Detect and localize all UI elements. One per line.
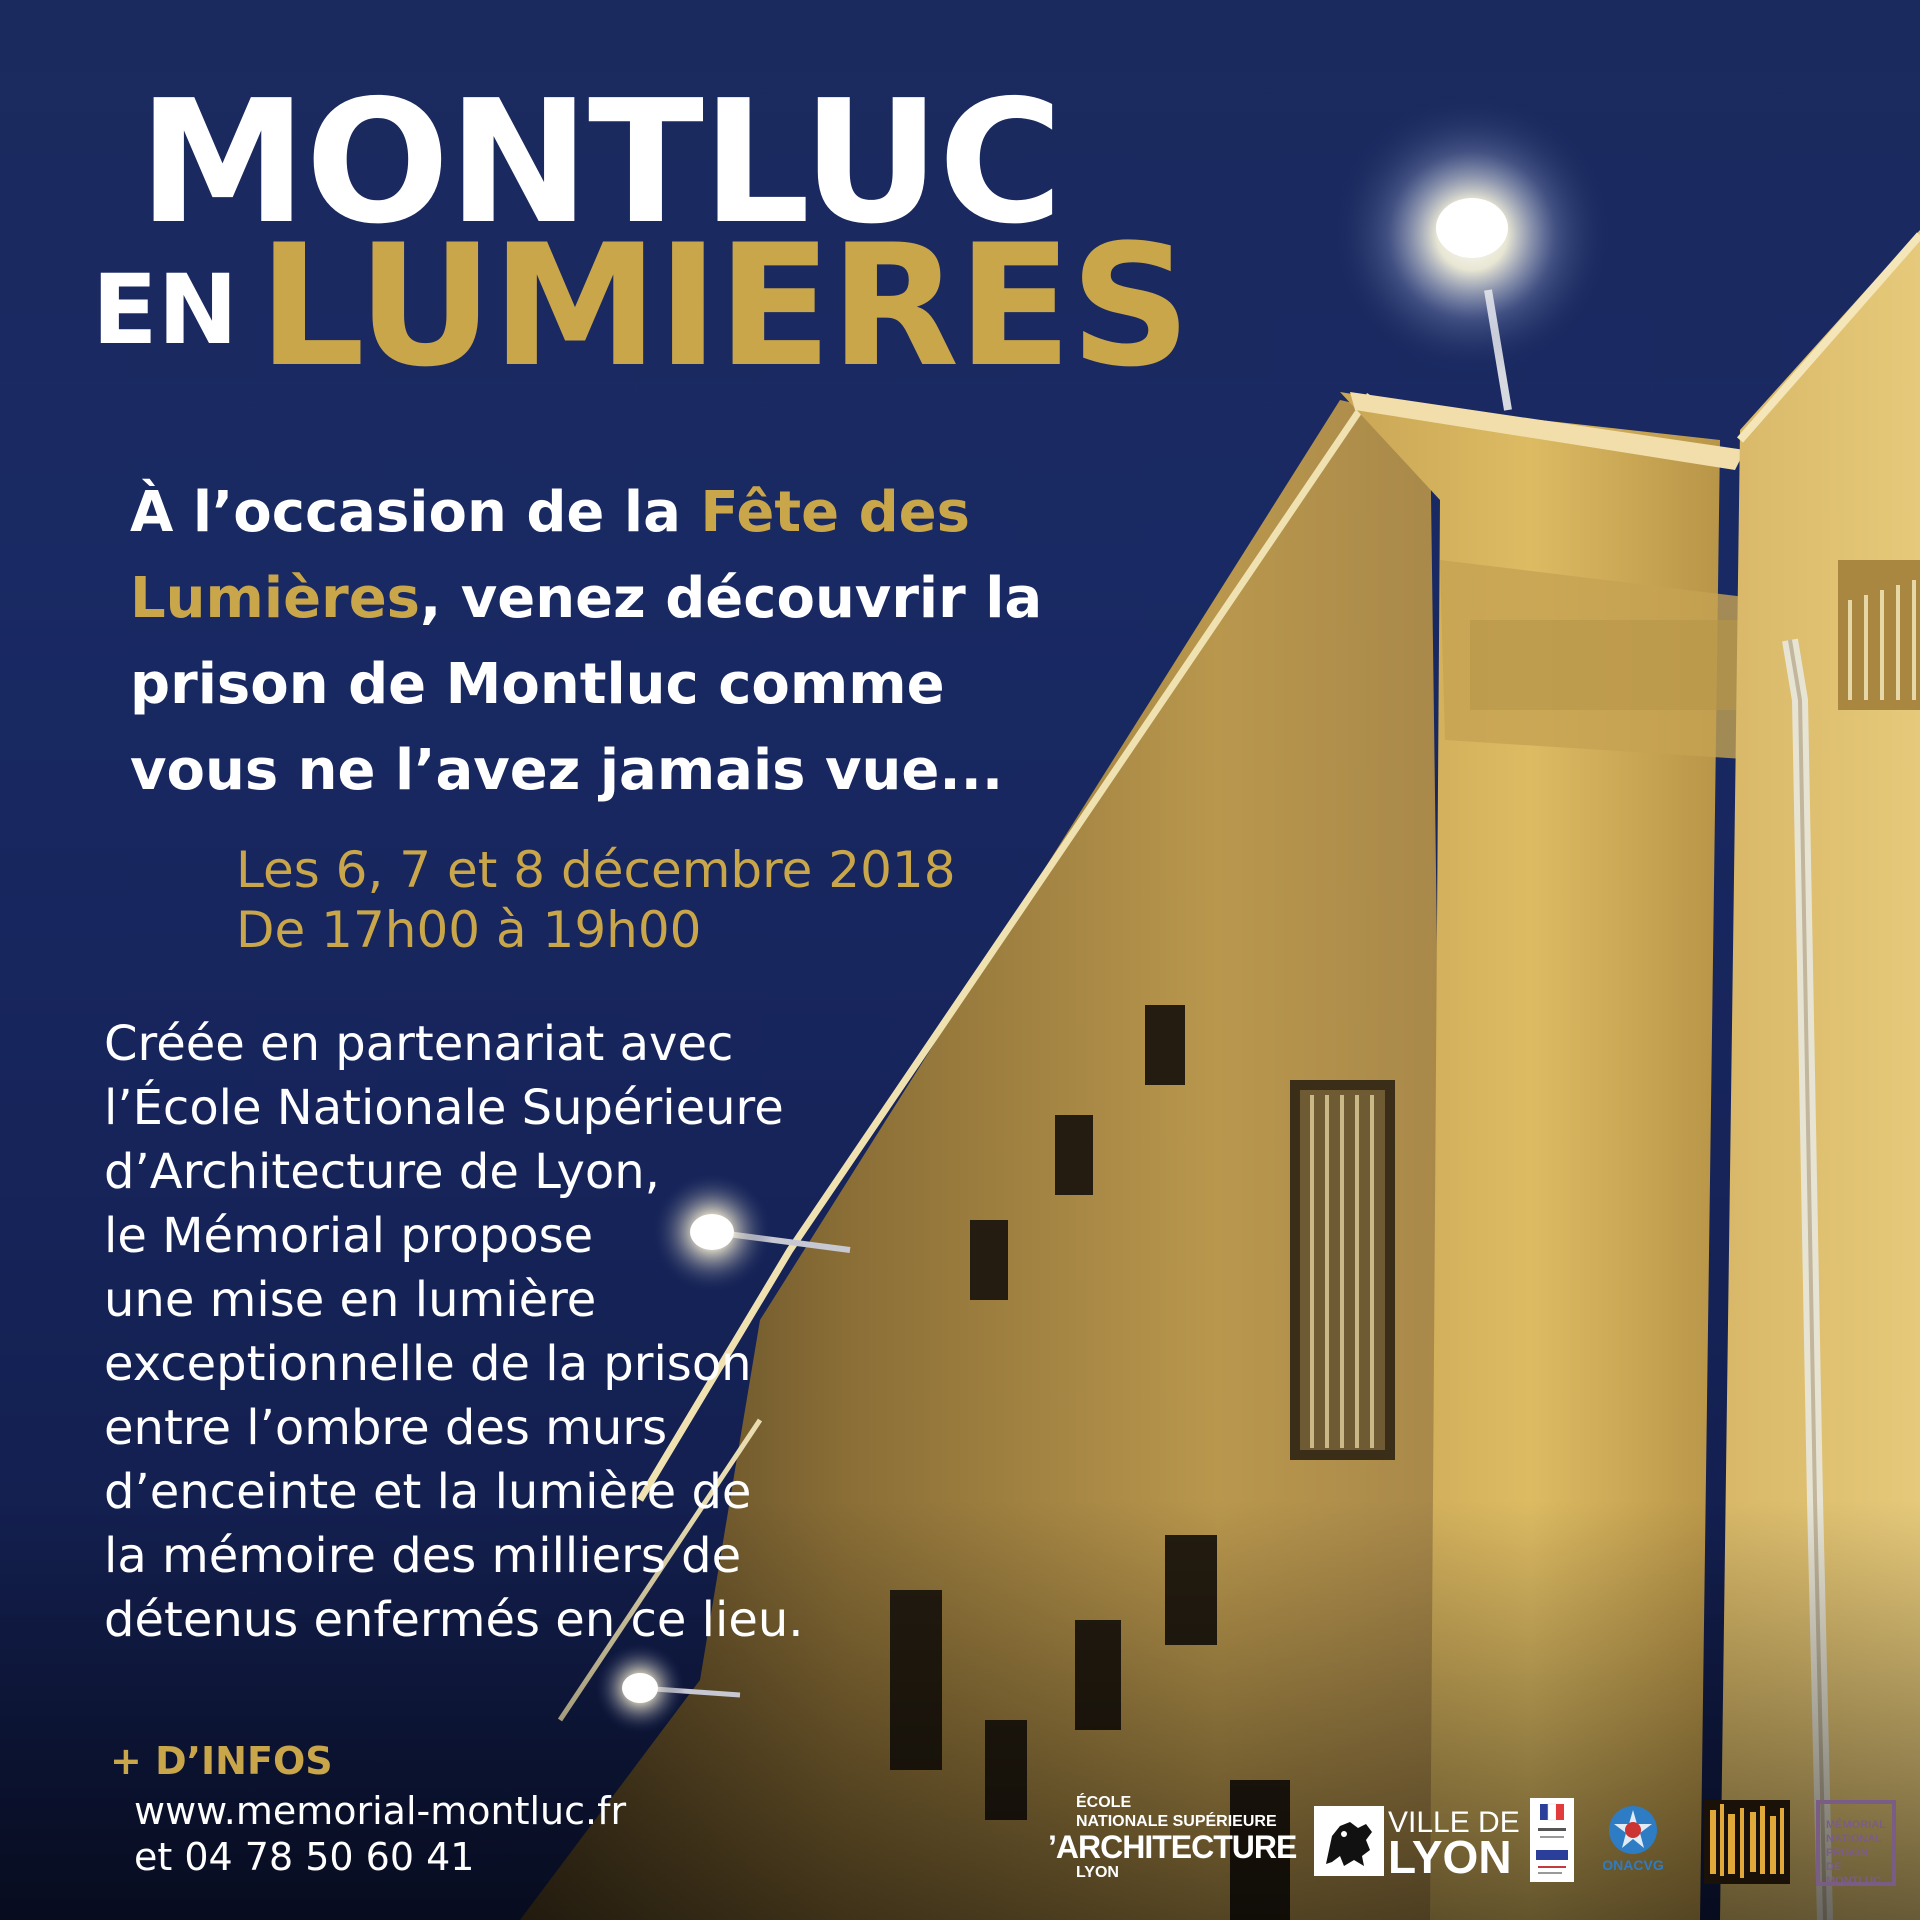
memorial-montluc-logo	[1816, 1800, 1896, 1886]
ensa-line4: LYON	[1076, 1864, 1119, 1881]
ville-de-label: VILLE DE	[1388, 1806, 1520, 1839]
event-hours: De 17h00 à 19h00	[236, 901, 702, 959]
description-line: une mise en lumière	[104, 1272, 597, 1328]
lamp-bulb-lower	[622, 1673, 658, 1703]
lights-logo	[1704, 1800, 1790, 1884]
tower-panel	[1470, 620, 1760, 710]
intro-text-part2: , venez découvrir la prison de Montluc comme vous ne l’avez jamais vue...	[130, 566, 1043, 803]
memorial-line1: MÉMORIAL	[1826, 1819, 1886, 1831]
title-montluc: MONTLUC	[138, 64, 1061, 262]
lamp-bulb-top	[1436, 198, 1508, 258]
intro-text	[130, 470, 1090, 814]
event-days: Les 6, 7 et 8 décembre 2018	[236, 841, 956, 899]
phone-number[interactable]: et 04 78 50 60 41	[134, 1835, 475, 1879]
ensa-line2: NATIONALE SUPÉRIEURE	[1076, 1813, 1277, 1830]
description-line: l’École Nationale Supérieure	[104, 1080, 784, 1136]
ensa-lyon-logo	[1048, 1793, 1296, 1882]
description-line: d’enceinte et la lumière de	[104, 1464, 752, 1520]
intro-text-part1: À l’occasion de la	[130, 480, 701, 545]
memorial-line3: PRISON	[1826, 1847, 1869, 1859]
title-lumieres: LUMIERES	[258, 208, 1190, 404]
ensa-line3: ’ARCHITECTURE	[1048, 1829, 1297, 1865]
description-line: détenus enfermés en ce lieu.	[104, 1592, 804, 1648]
description-line: Créée en partenariat avec	[104, 1016, 734, 1072]
description-line: le Mémorial propose	[104, 1208, 594, 1264]
description-line: d’Architecture de Lyon,	[104, 1144, 660, 1200]
memorial-line4: DE MONTLUC	[1826, 1861, 1881, 1887]
onacvg-logo	[1596, 1800, 1670, 1886]
description-line: entre l’ombre des murs	[104, 1400, 668, 1456]
republique-francaise-logo	[1530, 1798, 1574, 1882]
onacvg-label: ONACVG	[1602, 1857, 1664, 1873]
description-line: exceptionnelle de la prison	[104, 1336, 752, 1392]
ensa-line1: ÉCOLE	[1076, 1794, 1132, 1811]
event-dates	[236, 840, 956, 960]
infos-heading: + D’INFOS	[110, 1739, 333, 1783]
memorial-line2: NATIONAL	[1826, 1833, 1883, 1845]
description	[104, 1012, 804, 1652]
lyon-lion-icon	[1314, 1806, 1384, 1876]
intro-highlight: Fête des Lumières	[130, 480, 970, 631]
website-link[interactable]: www.memorial-montluc.fr	[134, 1789, 627, 1833]
description-line: la mémoire des milliers de	[104, 1528, 742, 1584]
title-en: EN	[92, 254, 238, 366]
lyon-label: LYON	[1388, 1831, 1512, 1883]
